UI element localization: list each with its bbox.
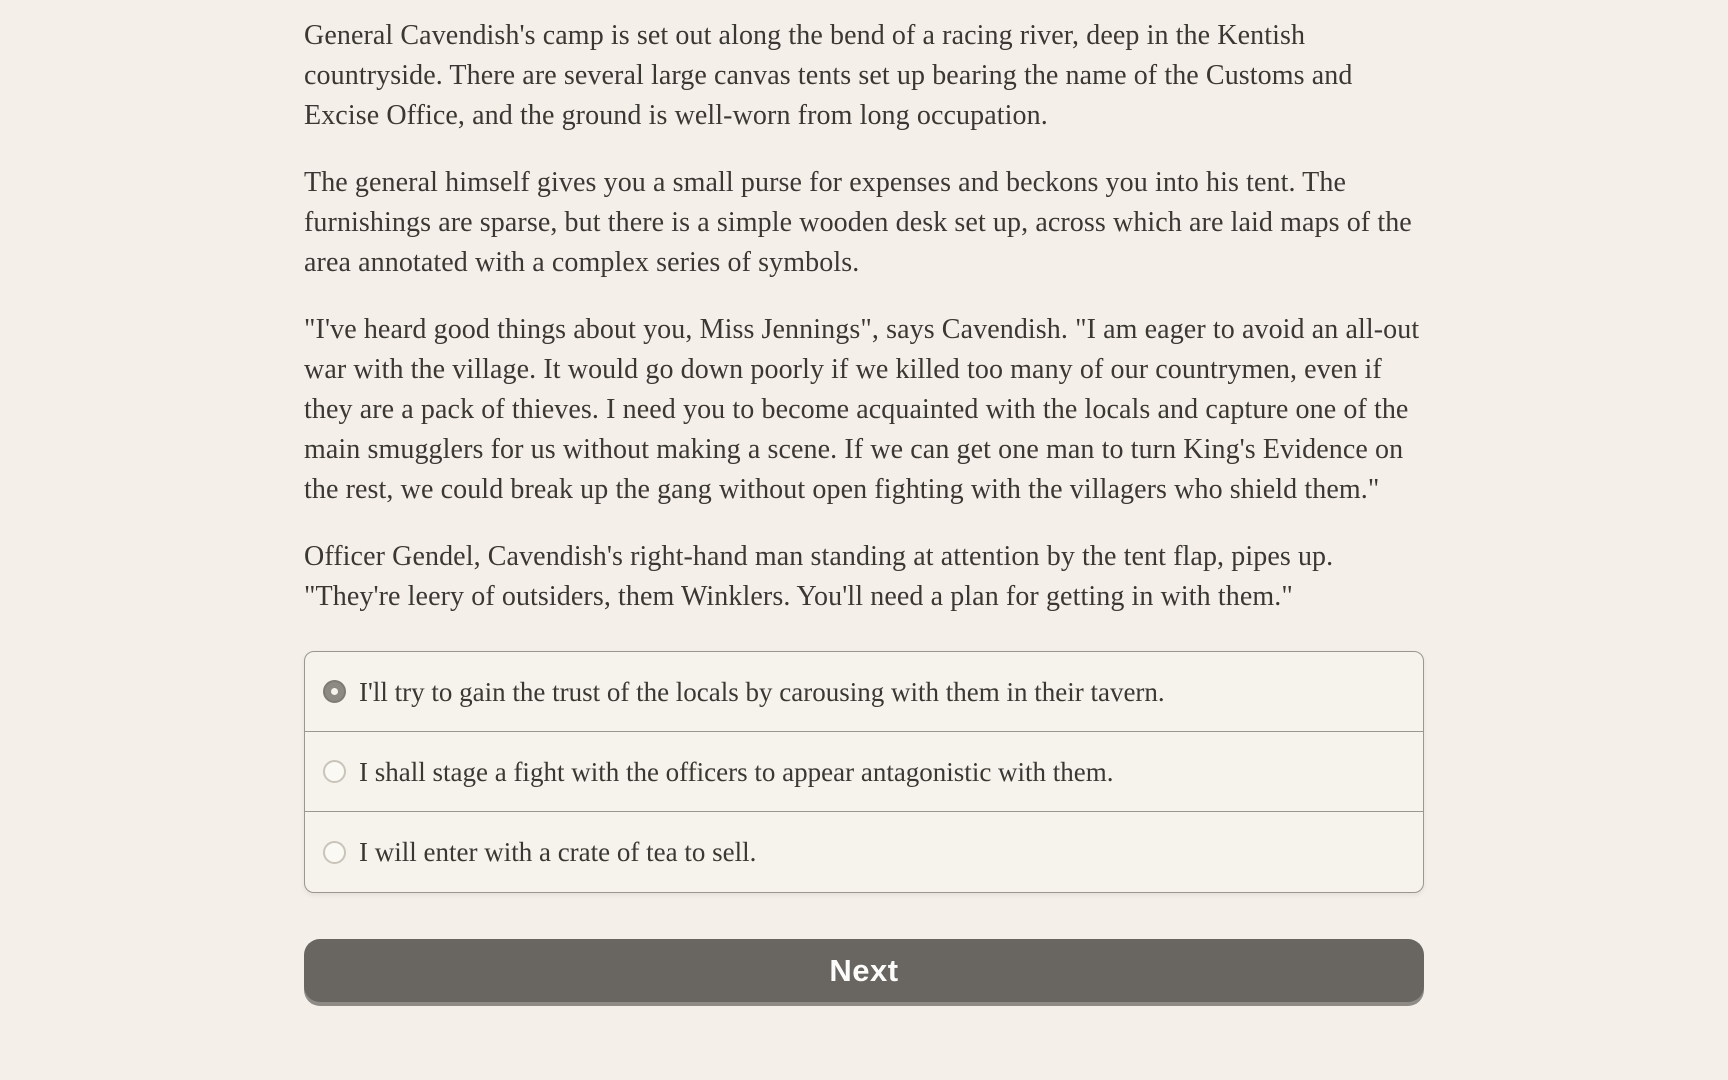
- story-paragraph: The general himself gives you a small purse for expenses and beckons you into his tent. The furnishings are sparse, but there is a simple wooden desk set up, across which are laid maps of the area annotated with a complex series of symbols.: [304, 167, 1412, 278]
- story-text: [304, 16, 1424, 617]
- choice-label: I'll try to gain the trust of the locals by carousing with them in their tavern.: [359, 676, 1165, 707]
- radio-button-icon[interactable]: [323, 680, 346, 703]
- choice-option-3[interactable]: [305, 812, 1423, 892]
- radio-button-icon[interactable]: [323, 841, 346, 864]
- choice-label: I shall stage a fight with the officers to appear antagonistic with them.: [359, 756, 1114, 787]
- choice-option-1[interactable]: [305, 652, 1423, 732]
- choices-panel: [304, 651, 1424, 893]
- story-paragraph: Officer Gendel, Cavendish's right-hand man standing at attention by the tent flap, pipes up. "They're leery of outsiders, them Winklers. You'll need a plan for getting in with them.": [304, 541, 1334, 612]
- next-button[interactable]: Next: [304, 939, 1424, 1002]
- choice-option-2[interactable]: [305, 732, 1423, 812]
- radio-button-icon[interactable]: [323, 760, 346, 783]
- story-paragraph: General Cavendish's camp is set out along the bend of a racing river, deep in the Kentish countryside. There are several large canvas tents set up bearing the name of the Customs and Excise Office, and the ground is well-worn from long occupation.: [304, 20, 1353, 131]
- story-page: [304, 0, 1424, 1002]
- story-paragraph: "I've heard good things about you, Miss Jennings", says Cavendish. "I am eager to avoid an all-out war with the village. It would go down poorly if we killed too many of our countrymen, even if they are a pack of thieves. I need you to become acquainted with the locals and capture one of the main smugglers for us without making a scene. If we can get one man to turn King's Evidence on the rest, we could break up the gang without open fighting with the villagers who shield them.": [304, 314, 1420, 505]
- choice-label: I will enter with a crate of tea to sell.: [359, 837, 757, 867]
